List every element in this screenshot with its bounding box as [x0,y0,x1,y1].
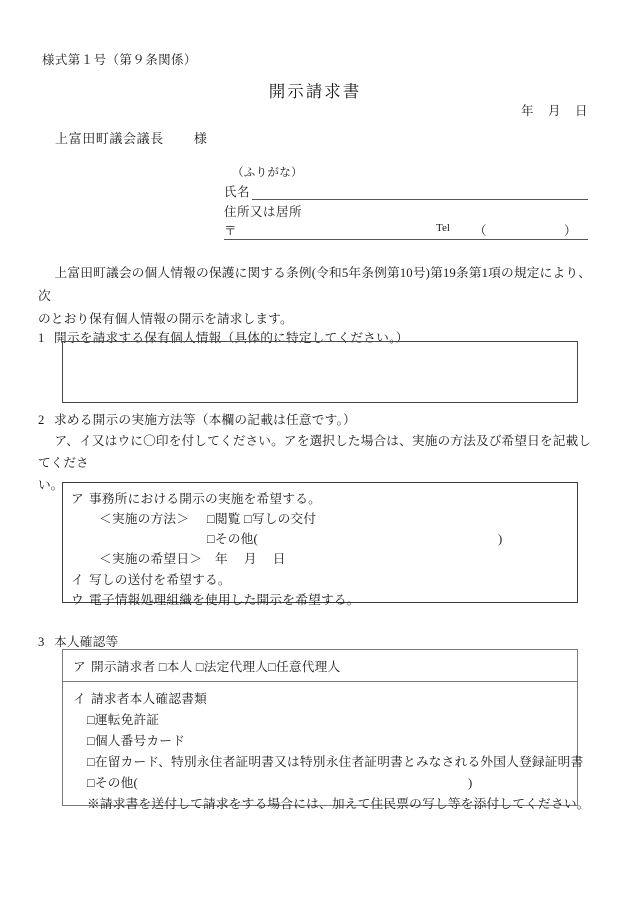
requester-type-label: 開示請求者 [91,660,156,674]
tel-input[interactable]: （ ） [474,224,587,238]
option-i-marker: イ [71,573,84,587]
method-other-close-paren: ) [497,532,503,546]
section1-number: 1 [38,331,45,345]
section1-input-box[interactable] [62,341,578,403]
section2-note-line-2: い。 [38,478,64,492]
addressee-name: 上富田町議会議長 [55,131,164,146]
method-browse-checkbox[interactable]: □閲覧 [207,512,241,526]
section3-heading-text: 本人確認等 [54,635,119,649]
requester-type-marker: ア [73,660,86,674]
addressee [55,128,207,147]
method-other-checkbox[interactable]: □その他( [207,532,258,546]
method-label: ＜実施の方法＞ [99,512,190,526]
desired-date-label: ＜実施の希望日＞ [99,552,203,566]
date-year-label: 年 [520,104,534,118]
method-other-row[interactable] [207,528,502,547]
desired-year-label: 年 [215,552,228,566]
section3-note: ※請求書を送付して請求をする場合には、加えて住民票の写し等を添付してください。 [87,797,590,811]
requester-voluntary-agent-checkbox[interactable]: □任意代理人 [268,660,341,674]
doc-residence-checkbox[interactable]: □在留カード、特別永住者証明書又は特別永住者証明書とみなされる外国人登録証明書 [87,755,584,769]
furigana-label: （ふりがな） [232,167,303,179]
date-line [0,101,588,119]
doc-other-row[interactable] [87,772,472,791]
page-title: 開示請求書 [268,82,362,101]
identity-documents-marker: イ [73,692,86,706]
form-number: 様式第１号（第９条関係） [42,53,197,67]
requester-self-checkbox[interactable]: □本人 [158,660,193,674]
section2-note-line-1: ア、イ又はウに〇印を付してください。アを選択した場合は、実施の方法及び希望日を記載してくださ [38,434,591,470]
name-label: 氏名 [224,185,251,199]
doc-mynumber-checkbox[interactable]: □個人番号カード [87,734,186,748]
method-row [99,508,316,527]
section2-heading [38,409,356,428]
method-copy-checkbox[interactable]: □写しの交付 [244,512,317,526]
desired-month-label: 月 [243,552,257,566]
section2-number: 2 [38,413,45,427]
body-line-2: のとおり保有個人情報の開示を請求します。 [38,312,293,326]
requester-type-row [73,656,340,675]
doc-license-checkbox[interactable]: □運転免許証 [87,713,160,727]
doc-other-close-paren: ) [467,776,473,790]
desired-date-row[interactable] [99,548,286,567]
section3-number: 3 [38,635,45,649]
address-label: 住所又は居所 [224,205,303,219]
section3-identity-box [62,649,590,811]
desired-day-label: 日 [272,552,286,566]
addressee-honorific: 様 [193,131,208,146]
option-a-marker: ア [71,492,84,506]
section3-heading [38,631,118,650]
body-paragraph [38,262,591,331]
option-i-text: 写しの送付を希望する。 [89,573,231,587]
section2-heading-text: 求める開示の実施方法等（本欄の記載は任意です。） [54,413,356,427]
address-field-row[interactable] [224,221,588,240]
option-u-text: 電子情報処理組織を使用した開示を希望する。 [89,593,360,607]
requester-legal-agent-checkbox[interactable]: □法定代理人 [195,660,269,674]
option-u-marker: ウ [71,593,84,607]
zip-symbol: 〒 [224,224,237,238]
identity-documents-row [73,688,207,707]
identity-documents-label: 請求者本人確認書類 [91,692,207,706]
name-field-row [224,182,588,200]
option-u-row[interactable] [71,589,360,608]
section3-divider [63,681,577,682]
doc-other-checkbox[interactable]: □その他( [87,776,138,790]
option-a-row[interactable] [71,488,321,507]
section2-options-box [62,482,578,607]
date-day-label: 日 [574,104,588,118]
date-month-label: 月 [547,104,561,118]
tel-label: Tel [436,222,450,234]
name-input[interactable] [252,185,588,200]
option-a-text: 事務所における開示の実施を希望する。 [89,492,321,506]
section1-heading-text: 開示を請求する保有個人情報（具体的に特定してください。） [54,331,409,345]
option-i-row[interactable] [71,569,231,588]
body-line-1: 上富田町議会の個人情報の保護に関する条例(令和5年条例第10号)第19条第1項の規定により、次 [38,266,591,303]
